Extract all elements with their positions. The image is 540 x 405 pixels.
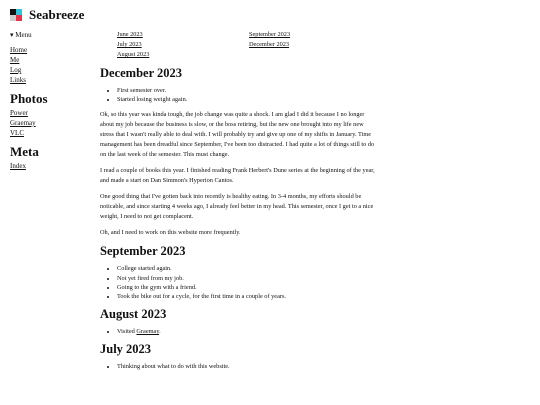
nav-home-link[interactable]: Home [10,46,28,54]
list-item-text: . [159,328,161,336]
menu-toggle[interactable]: ▾ Menu [10,31,32,39]
nav-links-link[interactable]: Links [10,76,26,84]
september-list [100,264,378,301]
photos-heading: Photos [10,91,48,106]
month-link-june[interactable]: June 2023 [117,31,143,38]
main-content [100,30,378,378]
photos-graemay-link[interactable]: Graemay [10,119,36,127]
graemay-link[interactable]: Graemay [136,328,160,336]
nav-me-link[interactable]: Me [10,56,20,64]
list-item: • First semester over. [117,86,378,95]
month-link-september[interactable]: September 2023 [249,31,291,38]
photos-power-link[interactable]: Power [10,109,28,117]
photos-vlc-link[interactable]: VLC [10,129,24,137]
meta-list [10,161,90,171]
heading-december: December 2023 [100,66,183,80]
december-paragraph: Ok, so this year was kinda tough, the job change was quite a shock. I am glad I did it because I no longer about my job because the business is slow, or the boss retiring, but the new one brought into my life new stress that I wasn't really able to deal with. I will probably try and give up one of my shifts in January. Time management has been dreadful since September, I've been too distracted. I had quite a lot of things still to do on the last week of the semester. This must change. [100,111,375,159]
december-paragraph: Oh, and I need to work on this website more frequently. [100,229,241,237]
list-item: • Took the bike out for a cycle, for the first time in a couple of years. [117,292,378,301]
list-item [117,327,378,336]
site-logo[interactable] [10,7,84,23]
nav-log-link[interactable]: Log [10,66,22,74]
heading-august: August 2023 [100,307,167,322]
month-link-august[interactable]: August 2023 [117,51,150,58]
meta-index-link[interactable]: Index [10,162,26,170]
month-link-july[interactable]: July 2023 [117,41,142,48]
site-title[interactable]: Seabreeze [29,7,85,22]
july-list [100,362,378,371]
list-item: • Thinking about what to do with this website. [117,362,378,371]
nav-list [10,45,90,85]
list-item: • Not yet fired from my job. [117,274,378,283]
month-index [117,30,378,60]
meta-heading: Meta [10,144,39,159]
list-item: • College started again. [117,264,378,273]
august-list [100,327,378,336]
heading-september: September 2023 [100,244,186,259]
list-item: • Started losing weight again. [117,95,378,104]
december-paragraph: I read a couple of books this year. I finished reading Frank Herbert's Dune series at the beginning of the year, and made a start on Dan Simmon's Hyperion Cantos. [100,167,375,185]
list-item: • Going to the gym with a friend. [117,283,378,292]
month-link-december[interactable]: December 2023 [249,41,290,48]
december-paragraph: One good thing that I've gotten back into recently is healthy eating. In 3-4 months, my efforts should be noticable, and since starting 4 weeks ago, I already feel better in my head. This semester, once I get to a nice weight, I need to not get complacent. [100,193,374,221]
december-list [100,86,378,104]
heading-july: July 2023 [100,342,152,357]
list-item-text: Visited [117,328,137,336]
logo-icon [10,9,23,22]
sidebar [10,31,90,171]
photos-list [10,108,90,138]
